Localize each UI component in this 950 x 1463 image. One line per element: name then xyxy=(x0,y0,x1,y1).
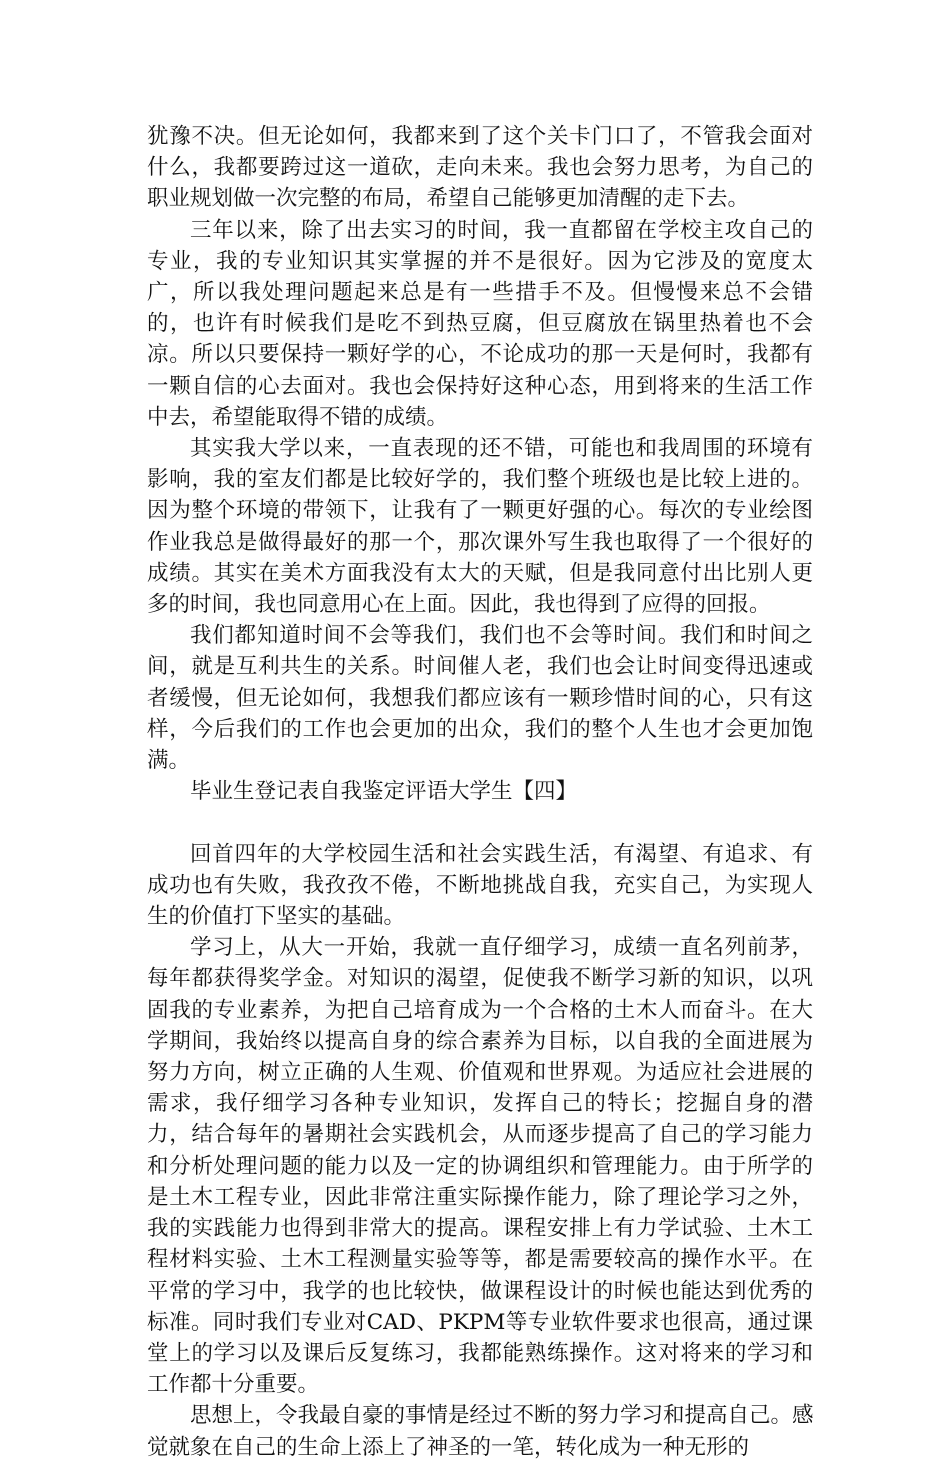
paragraph-looking-back: 回首四年的大学校园生活和社会实践生活，有渴望、有追求、有成功也有失败，我孜孜不倦，不断地挑战自我，充实自己，为实现人生的价值打下坚实的基础。 xyxy=(147,841,813,930)
paragraph-thought: 思想上，令我最自豪的事情是经过不断的努力学习和提高自己。感觉就象在自己的生命上添上了神圣的一笔，转化成为一种无形的 xyxy=(147,1403,814,1460)
paragraph-three-years: 三年以来，除了出去实习的时间，我一直都留在学校主攻自己的专业，我的专业知识其实掌握的并不是很好。因为它涉及的宽度太广，所以我处理问题起来总是有一些措手不及。但慢慢来总不会错的，也许有时候我们是吃不到热豆腐，但豆腐放在锅里热着也不会凉。所以只要保持一颗好学的心，不论成功的那一天是何时，我都有一颗自信的心去面对。我也会保持好这种心态，用到将来的生活工作中去，希望能取得不错的成绩。 xyxy=(147,217,813,430)
section-heading: 毕业生登记表自我鉴定评语大学生【四】 xyxy=(190,779,578,805)
paragraph-time: 我们都知道时间不会等我们，我们也不会等时间。我们和时间之间，就是互利共生的关系。时间催人老，我们也会让时间变得迅速或者缓慢，但无论如何，我想我们都应该有一颗珍惜时间的心，只有这样，今后我们的工作也会更加的出众，我们的整个人生也才会更加饱满。 xyxy=(147,623,813,774)
paragraph-study: 学习上，从大一开始，我就一直仔细学习，成绩一直名列前茅，每年都获得奖学金。对知识的渴望，促使我不断学习新的知识，以巩固我的专业素养，为把自己培育成为一个合格的土木人而奋斗。在大学期间，我始终以提高自身的综合素养为目标，以自我的全面进展为努力方向，树立正确的人生观、价值观和世界观。为适应社会进展的需求，我仔细学习各种专业知识，发挥自己的特长；挖掘自身的潜力，结合每年的暑期社会实践机会，从而逐步提高了自己的学习能力和分析处理问题的能力以及一定的协调组织和管理能力。由于所学的是土木工程专业，因此非常注重实际操作能力，除了理论学习之外，我的实践能力也得到非常大的提高。课程安排上有力学试验、土木工程材料实验、土木工程测量实验等等，都是需要较高的操作水平。在平常的学习中，我学的也比较快，做课程设计的时候也能达到优秀的标准。同时我们专业对CAD、PKPM等专业软件要求也很高，通过课堂上的学习以及课后反复练习，我都能熟练操作。这对将来的学习和工作都十分重要。 xyxy=(147,935,813,1398)
blank-line xyxy=(147,807,813,838)
paragraph-continuation: 犹豫不决。但无论如何，我都来到了这个关卡门口了，不管我会面对什么，我都要跨过这一道砍，走向未来。我也会努力思考，为自己的职业规划做一次完整的布局，希望自己能够更加清醒的走下去。 xyxy=(147,124,813,212)
document-body xyxy=(147,121,813,1463)
paragraph-university-performance: 其实我大学以来，一直表现的还不错，可能也和我周围的环境有影响，我的室友们都是比较好学的，我们整个班级也是比较上进的。因为整个环境的带领下，让我有了一颗更好强的心。每次的专业绘图作业我总是做得最好的那一个，那次课外写生我也取得了一个很好的成绩。其实在美术方面我没有太大的天赋，但是我同意付出比别人更多的时间，我也同意用心在上面。因此，我也得到了应得的回报。 xyxy=(147,436,813,618)
